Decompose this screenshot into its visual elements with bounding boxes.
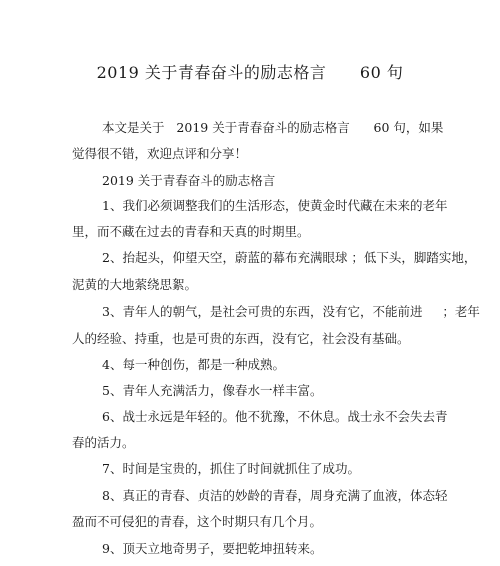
- intro-line-2: 觉得很不错，欢迎点评和分享！: [72, 146, 248, 161]
- quote-line: 7、时间是宝贵的，抓住了时间就抓住了成功。: [102, 461, 360, 476]
- quote-line: 6、战士永远是年轻的。他不犹豫，不休息。战士永不会失去青: [102, 409, 448, 424]
- subheading: 2019 关于青春奋斗的励志格言: [102, 173, 276, 188]
- document-title: 2019 关于青春奋斗的励志格言 60 句: [96, 63, 404, 82]
- quote-line: 9、顶天立地奇男子，要把乾坤扭转来。: [102, 541, 323, 556]
- quote-line: 里，而不藏在过去的青春和天真的时期里。: [72, 224, 310, 239]
- quote-line: 泥黄的大地萦绕思絮。: [72, 277, 198, 292]
- quote-line: 盈而不可侵犯的青春，这个时期只有几个月。: [72, 514, 323, 529]
- quote-line: 人的经验、持重，也是可贵的东西，没有它，社会没有基础。: [72, 331, 410, 346]
- intro-line-1: 本文是关于 2019 关于青春奋斗的励志格言 60 句，如果: [102, 120, 444, 135]
- quote-line: 春的活力。: [72, 435, 135, 450]
- quote-line: 5、青年人充满活力，像春水一样丰富。: [102, 383, 323, 398]
- quote-line: 2、抬起头，仰望天空，蔚蓝的幕布充满眼球 ；低下头，脚踏实地，: [102, 250, 477, 265]
- quote-line: 3、青年人的朝气，是社会可贵的东西，没有它，不能前进 ；老年: [102, 304, 480, 319]
- quote-line: 4、每一种创伤，都是一种成熟。: [102, 357, 285, 372]
- quote-line: 8、真正的青春、贞洁的妙龄的青春，周身充满了血液，体态轻: [102, 488, 448, 503]
- quote-line: 1、我们必须调整我们的生活形态，使黄金时代藏在未来的老年: [102, 198, 448, 213]
